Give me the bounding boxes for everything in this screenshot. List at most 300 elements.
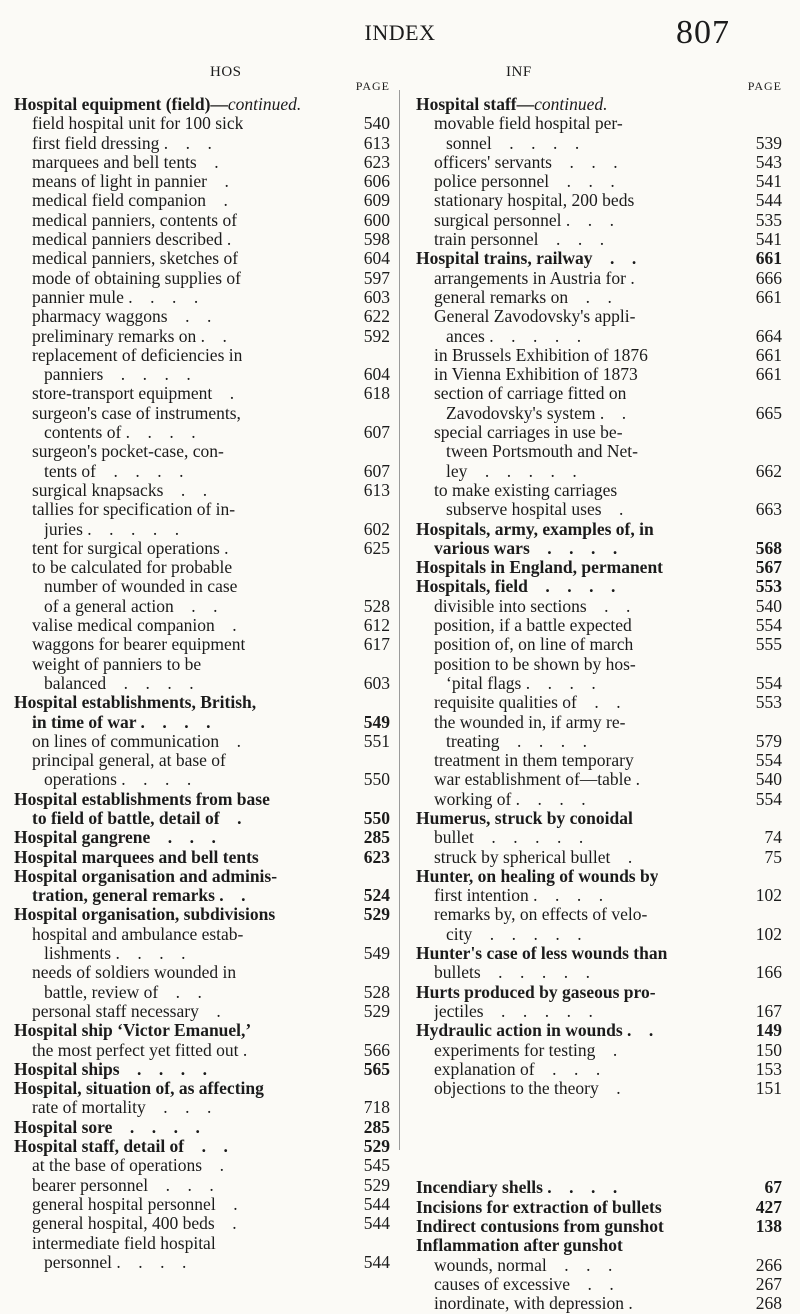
index-entry [14,1060,390,1079]
entry-term: Hurts produced by gaseous pro- [416,982,656,1002]
index-entry [416,790,782,809]
entry-text [14,1079,264,1098]
entry-page-number: 565 [363,1058,390,1079]
entry-text [32,481,207,500]
index-entry [14,191,390,210]
entry-text [32,404,241,423]
entry-page-number: 102 [755,885,782,906]
index-entry [14,925,390,944]
entry-term: Hospital trains, railway . . [416,249,637,269]
entry-term: ley . . . . . [446,461,577,481]
entry-term: sonnel . . . . [446,133,580,153]
entry-text [446,442,638,461]
entry-term: divisible into sections . . [434,596,631,616]
index-entry [14,1214,390,1233]
entry-text [416,520,654,539]
index-entry [14,500,390,519]
entry-term: replacement of deficiencies in [32,345,243,365]
entry-term: medical panniers, sketches of [32,249,239,269]
entry-page-number: 166 [755,962,782,983]
entry-page-number: 151 [755,1078,782,1099]
entry-page-number: 665 [755,402,782,423]
index-entry [14,616,390,635]
entry-term: treatment in them temporary [434,751,634,771]
entry-text [434,1275,614,1294]
entry-page-number: 545 [363,1155,390,1176]
index-entry [14,384,390,403]
entry-term: panniers . . . . [44,365,191,385]
entry-term: working of . . . . [434,789,586,809]
index-entry [14,114,390,133]
entry-term: special carriages in use be- [434,423,623,443]
entry-text [14,1021,251,1040]
entry-term: of a general action . . [44,596,218,616]
entry-text [32,384,234,403]
entry-term: police personnel . . . [434,172,615,192]
entry-text [434,230,604,249]
entry-term: Hospital staff— [416,95,535,114]
entry-page-number: 597 [363,267,390,288]
index-entry [416,365,782,384]
index-entry [416,1041,782,1060]
index-entry [14,693,390,712]
entry-text [434,1002,593,1021]
index-entry [14,635,390,654]
index-entry [14,713,390,732]
entry-text [446,500,623,519]
entry-term: Hospital equipment (field)— [14,95,228,114]
entry-page-number: 102 [755,923,782,944]
index-entry [416,230,782,249]
entry-text [446,134,579,153]
index-entry [416,693,782,712]
entry-page-number: 544 [363,1193,390,1214]
entry-term: arrangements in Austria for . [434,268,635,288]
index-entry [416,905,782,924]
entry-text [32,1098,211,1117]
entry-term: explanation of . . . [434,1059,601,1079]
entry-text [416,1178,617,1197]
entry-page-number: 528 [363,981,390,1002]
entry-text [32,211,237,230]
left-guide-word: HOS [210,64,242,80]
entry-text [434,539,617,558]
entry-text [32,230,231,249]
entry-text [32,191,228,210]
entry-page-number: 550 [363,807,390,828]
entry-term: Zavodovsky's system . . [446,403,627,423]
index-entry [416,828,782,847]
entry-term: needs of soldiers wounded in [32,963,237,983]
entry-text [416,577,615,596]
entry-text [32,288,198,307]
index-entry [416,713,782,732]
entry-page-number: 540 [363,113,390,134]
entry-term: tents of . . . . [44,461,184,481]
entry-term: Indirect contusions from gunshot [416,1217,664,1237]
index-entry [14,867,390,886]
entry-term: preliminary remarks on . . [32,326,227,346]
entry-page-number: 609 [363,190,390,211]
entry-page-number: 540 [755,769,782,790]
entry-term: ‘pital flags . . . . [446,673,596,693]
index-entry [14,1021,390,1040]
entry-text [32,114,243,133]
index-entry [14,346,390,365]
entry-page-number: 661 [755,344,782,365]
entry-term: Hospital organisation and adminis- [14,866,278,886]
entry-term: store-transport equipment . [32,384,235,404]
entry-term: the wounded in, if army re- [434,712,626,732]
entry-text [32,1002,221,1021]
entry-term: Hunter's case of less wounds than [416,944,668,964]
entry-page-number: 541 [755,229,782,250]
entry-text [32,751,226,770]
entry-page-number: 554 [755,672,782,693]
entry-term: juries . . . . . [44,519,180,539]
index-entry [416,327,782,346]
entry-text [14,867,277,886]
entry-text [446,462,577,481]
entry-page-number: 528 [363,595,390,616]
entry-page-number: 550 [363,769,390,790]
entry-term: jectiles . . . . . [434,1001,593,1021]
entry-page-number: 529 [363,1136,390,1157]
index-entry [416,983,782,1002]
index-entry [416,95,782,114]
entry-term: Hospital gangrene . . . [14,828,216,848]
entry-text [434,423,623,442]
index-entry [14,1137,390,1156]
entry-text [434,635,633,654]
index-entry [14,751,390,770]
entry-term: rate of mortality . . . [32,1098,212,1118]
index-entry [416,269,782,288]
entry-text [416,95,608,114]
entry-term: to field of battle, detail of . [32,808,242,828]
entry-text [446,925,582,944]
entry-page-number: 666 [755,267,782,288]
entry-term: Hospital, situation of, as affecting [14,1079,264,1099]
entry-page-number: 549 [363,943,390,964]
entry-page-number: 622 [363,306,390,327]
entry-page-number: 579 [755,730,782,751]
entry-text [434,288,612,307]
entry-text [32,327,227,346]
entry-term: surgeon's case of instruments, [32,403,241,423]
entry-text [32,1176,214,1195]
entry-term: experiments for testing . [434,1040,618,1060]
entry-text [416,1021,653,1040]
entry-term: war establishment of—table . [434,770,641,790]
index-entry [416,249,782,268]
entry-text [32,1234,216,1253]
index-entry [416,809,782,828]
index-entry [416,404,782,423]
entry-term: Hospital marquees and bell tents [14,847,259,867]
index-entry [416,577,782,596]
index-entry [416,886,782,905]
index-entry [416,558,782,577]
index-entry [416,191,782,210]
entry-term: the most perfect yet fitted out . [32,1040,248,1060]
entry-text [434,905,647,924]
entry-text [434,751,634,770]
entry-page-number: 613 [363,132,390,153]
entry-page-number: 268 [755,1293,782,1314]
entry-page-number: 529 [363,1174,390,1195]
entry-text [434,481,617,500]
right-guide-word: INF [506,64,532,80]
entry-term: position of, on line of march [434,635,634,655]
entry-page-number: 549 [363,711,390,732]
entry-term: Hospital establishments from base [14,789,270,809]
index-entry [416,1002,782,1021]
entry-term: Hunter, on healing of wounds by [416,866,659,886]
index-entry [416,867,782,886]
index-entry [416,1178,782,1197]
entry-text [434,1060,600,1079]
entry-term: stationary hospital, 200 beds [434,191,635,211]
index-entry [416,462,782,481]
entry-text [434,269,635,288]
entry-page-number: 544 [363,1251,390,1272]
index-entry [416,288,782,307]
entry-term: objections to the theory . [434,1079,621,1099]
continued-marker: continued. [534,95,608,114]
entry-term: Hospital organisation, subdivisions [14,905,276,925]
entry-text [434,597,630,616]
index-entry [416,307,782,326]
entry-text [32,655,201,674]
entry-text [416,1217,664,1236]
entry-term: pannier mule . . . . [32,287,199,307]
index-entry [14,732,390,751]
entry-term: means of light in pannier . [32,172,229,192]
index-entry [14,134,390,153]
index-entry [14,211,390,230]
entry-term: intermediate field hospital [32,1233,216,1253]
entry-term: waggons for bearer equipment [32,635,246,655]
entry-term: Hospital sore . . . . [14,1117,200,1137]
entry-text [434,346,648,365]
index-entry [416,481,782,500]
entry-page-number: 604 [363,364,390,385]
entry-page-number: 540 [755,595,782,616]
index-entry [14,558,390,577]
index-entry [416,1275,782,1294]
entry-term: inordinate, with depression . [434,1294,633,1314]
entry-text [14,1137,228,1156]
index-entry [416,1021,782,1040]
index-entry [14,230,390,249]
entry-text [32,616,237,635]
entry-text [434,963,590,982]
entry-text [32,249,238,268]
entry-page-number: 592 [363,325,390,346]
entry-text [416,249,636,268]
entry-text [434,693,621,712]
index-entry [416,442,782,461]
entry-text [14,790,270,809]
entry-text [44,1253,186,1272]
entry-page-number: 529 [363,1000,390,1021]
entry-page-number: 524 [363,885,390,906]
entry-page-number: 607 [363,422,390,443]
entry-term: treating . . . . [446,731,587,751]
entry-text [416,1236,623,1255]
entry-page-number: 554 [755,750,782,771]
entry-term: surgical personnel . . . [434,210,614,230]
entry-page-number: 539 [755,132,782,153]
index-entry [416,1256,782,1275]
index-entry [14,249,390,268]
entry-term: General Zavodovsky's appli- [434,307,636,327]
index-entry [14,886,390,905]
entry-text [416,1198,662,1217]
index-entry [416,211,782,230]
index-entry [416,1198,782,1217]
entry-term: tent for surgical operations . [32,538,229,558]
index-entry [416,500,782,519]
entry-page-number: 661 [755,248,782,269]
index-entry [416,635,782,654]
index-entry [416,674,782,693]
entry-term: Hospital establishments, British, [14,693,257,713]
index-entry [416,770,782,789]
entry-term: first field dressing . . . [32,133,212,153]
index-entry [14,1041,390,1060]
entry-page-number: 149 [755,1020,782,1041]
entry-term: general hospital, 400 beds . [32,1214,237,1234]
section-gap [416,1098,782,1178]
index-entry [14,153,390,172]
index-entry [416,1217,782,1236]
entry-page-number: 555 [755,634,782,655]
index-entry [416,751,782,770]
entry-text [14,95,301,114]
entry-page-number: 535 [755,209,782,230]
index-entry [416,539,782,558]
entry-page-number: 285 [363,1116,390,1137]
index-entry [416,925,782,944]
index-entry [14,95,390,114]
entry-term: bearer personnel . . . [32,1175,214,1195]
index-entry [14,577,390,596]
index-entry [416,153,782,172]
entry-term: balanced . . . . [44,673,194,693]
entry-text [446,674,596,693]
entry-text [32,1195,238,1214]
index-entry [14,365,390,384]
entry-text [416,983,656,1002]
entry-term: tallies for specification of in- [32,500,236,520]
index-entry [14,905,390,924]
entry-text [32,269,241,288]
entry-text [32,172,229,191]
entry-term: subserve hospital uses . [446,500,624,520]
entry-text [434,655,636,674]
index-entry [416,1294,782,1313]
entry-text [14,905,275,924]
entry-text [32,925,243,944]
index-entry [416,1060,782,1079]
page-number: 807 [676,14,730,51]
entry-page-number: 598 [363,229,390,250]
entry-term: contents of . . . . [44,423,196,443]
entry-term: train personnel . . . [434,230,605,250]
index-entry [14,481,390,500]
entry-page-number: 623 [363,846,390,867]
index-entry [14,983,390,1002]
entry-text [32,307,211,326]
entry-page-number: 607 [363,460,390,481]
entry-term: at the base of operations . [32,1156,224,1176]
entry-term: surgical knapsacks . . [32,480,208,500]
entry-term: number of wounded in case [44,577,238,597]
index-entry [14,462,390,481]
column-divider [399,90,400,1150]
entry-text [434,1256,612,1275]
entry-text [14,1118,200,1137]
entry-text [446,732,587,751]
entry-page-number: 543 [755,151,782,172]
entry-page-number: 153 [755,1058,782,1079]
entry-text [32,134,212,153]
entry-page-number: 541 [755,171,782,192]
entry-term: section of carriage fitted on [434,384,627,404]
entry-text [14,1060,207,1079]
entry-page-number: 74 [764,827,782,848]
entry-term: on lines of communication . [32,731,241,751]
entry-page-number: 661 [755,286,782,307]
index-entry [14,848,390,867]
index-entry [14,597,390,616]
entry-term: position, if a battle expected [434,616,632,636]
entry-term: mode of obtaining supplies of [32,268,242,288]
entry-term: principal general, at base of [32,751,226,771]
entry-term: Hospitals in England, permanent [416,558,663,578]
index-entry [14,1098,390,1117]
index-entry [14,790,390,809]
entry-term: in time of war . . . . [32,712,211,732]
entry-text [446,404,626,423]
entry-text [32,732,241,751]
entry-term: Humerus, struck by conoidal [416,808,633,828]
left-entries [14,95,390,1272]
index-entry [416,963,782,982]
entry-page-number: 663 [755,499,782,520]
page-column-label: PAGE [747,79,782,93]
entry-term: position to be shown by hos- [434,654,636,674]
entry-term: movable field hospital per- [434,114,623,134]
index-entry [14,809,390,828]
entry-term: Hospital ships . . . . [14,1059,208,1079]
entry-page-number: 568 [755,537,782,558]
entry-text [44,365,191,384]
entry-text [44,983,202,1002]
entry-page-number: 551 [363,730,390,751]
entry-text [32,153,219,172]
entry-page-number: 566 [363,1039,390,1060]
entry-page-number: 266 [755,1254,782,1275]
page-header [70,14,730,54]
entry-text [32,442,224,461]
entry-text [434,886,603,905]
entry-text [44,944,185,963]
entry-term: to be calculated for probable [32,558,233,578]
entry-term: field hospital unit for 100 sick [32,114,244,134]
